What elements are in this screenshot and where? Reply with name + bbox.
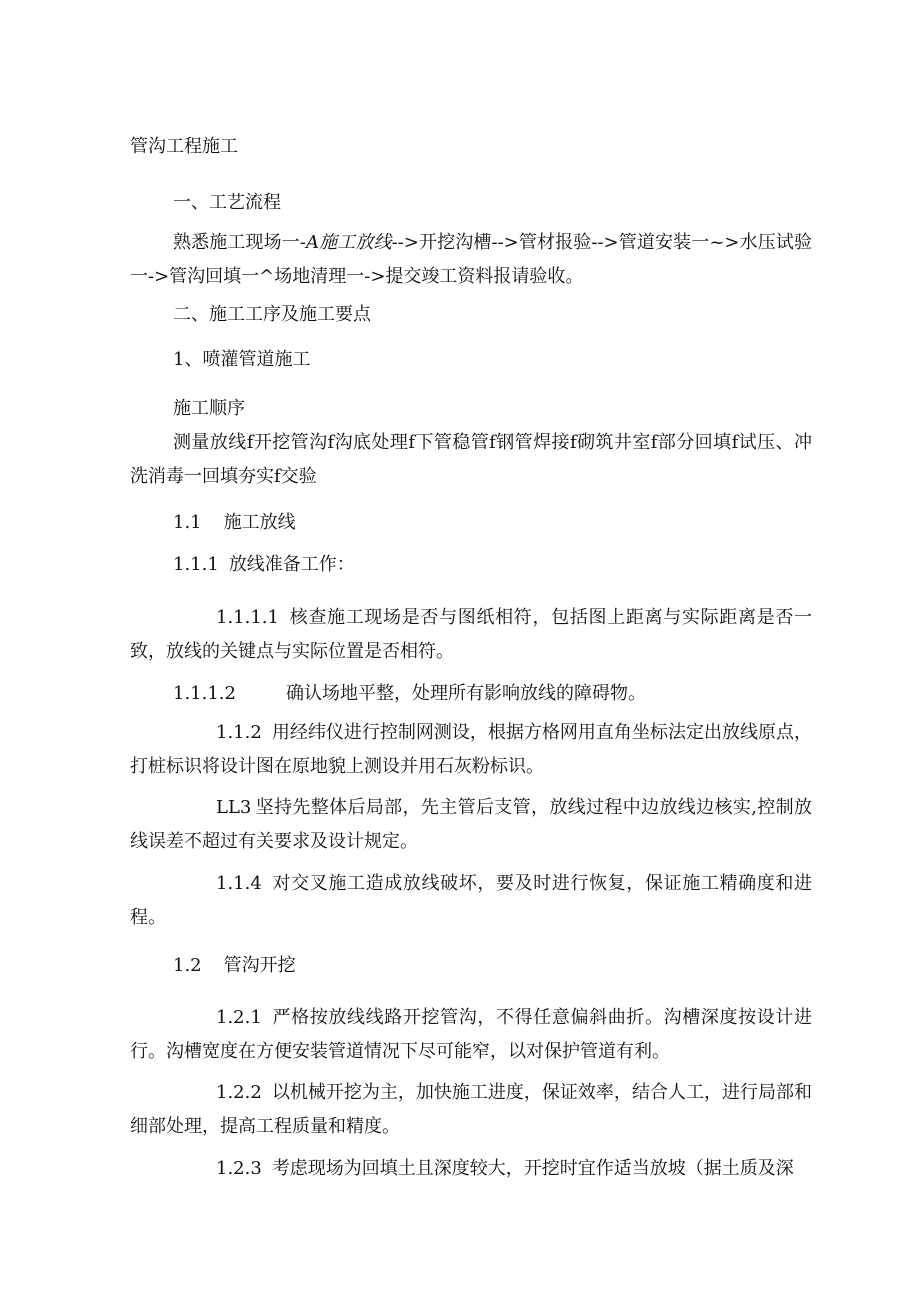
paragraph-1-1-3-number: LL3 (216, 797, 252, 818)
section1-heading: 一、工艺流程 (173, 192, 281, 213)
order-paragraph: 测量放线f开挖管沟f沟底处理f下管稳管f钢管焊接f砌筑井室f部分回填f试压、冲洗消毒一回填夯实f交验 (130, 432, 812, 487)
document-title: 管沟工程施工 (130, 136, 238, 157)
paragraph-1-1-4-number: 1.1.4 (216, 873, 262, 894)
paragraph-1-2-2-text: 以机械开挖为主，加快施工进度，保证效率，结合人工，进行局部和细部处理，提高工程质量和精度。 (130, 1082, 812, 1137)
paragraph-1-2-1-text: 严格按放线线路开挖管沟，不得任意偏斜曲折。沟槽深度按设计进行。沟槽宽度在方便安装管道情况下尽可能窄，以对保护管道有利。 (130, 1007, 812, 1062)
paragraph-1-1-4-text: 对交叉施工造成放线破坏，要及时进行恢复，保证施工精确度和进程。 (130, 873, 812, 928)
paragraph-1-1-1-1-text: 核查施工现场是否与图纸相符，包括图上距离与实际距离是否一致，放线的关键点与实际位置是否相符。 (130, 607, 812, 662)
heading-1-1-1-text: 放线准备工作： (228, 554, 355, 575)
paragraph-1-2-3-text: 考虑现场为回填土且深度较大，开挖时宜作适当放坡（据土质及深 (271, 1158, 794, 1179)
paragraph-1-1-1-2-text: 确认场地平整，处理所有影响放线的障碍物。 (285, 683, 646, 704)
paragraph-1-1-2-text: 用经纬仪进行控制网测设，根据方格网用直角坐标法定出放线原点，打桩标识将设计图在原地貌上测设并用石灰粉标识。 (130, 722, 812, 777)
paragraph-1-1-1-2-number: 1.1.1.2 (173, 683, 236, 704)
paragraph-1-1-1-1 (130, 601, 812, 669)
paragraph-1-1-2 (130, 716, 812, 784)
heading-1-2-number: 1.2 (173, 955, 202, 976)
paragraph-1-2-3 (130, 1152, 812, 1186)
order-label: 施工顺序 (173, 398, 245, 419)
paragraph-1-2-1 (130, 1001, 812, 1069)
heading-1-2-text: 管沟开挖 (223, 955, 296, 976)
heading-1-2 (173, 949, 296, 983)
item1-heading: 1、喷灌管道施工 (173, 349, 311, 370)
section1-flow-paragraph (130, 226, 812, 294)
paragraph-1-2-2-number: 1.2.2 (216, 1082, 262, 1103)
section2-heading: 二、施工工序及施工要点 (173, 304, 371, 325)
flow-text-end: -->开挖沟槽-->管材报验-->管道安装一~>水压试验一->管沟回填一^场地清理一->提交竣工资料报请验收。 (130, 232, 812, 287)
paragraph-1-1-1-2 (173, 677, 646, 711)
heading-1-1 (173, 506, 296, 540)
heading-1-1-1 (173, 548, 355, 582)
paragraph-1-1-3-text: 坚持先整体后局部，先主管后支管，放线过程中边放线边核实,控制放线误差不超过有关要求及设计规定。 (130, 797, 812, 852)
paragraph-1-2-1-number: 1.2.1 (216, 1007, 262, 1028)
paragraph-1-1-2-number: 1.1.2 (216, 722, 262, 743)
flow-text-italic: A施工放线 (305, 232, 392, 253)
flow-text-start: 熟悉施工现场一- (173, 232, 306, 253)
paragraph-1-2-3-number: 1.2.3 (216, 1158, 262, 1179)
heading-1-1-number: 1.1 (173, 512, 202, 533)
paragraph-1-2-2 (130, 1076, 812, 1144)
heading-1-1-text: 施工放线 (223, 512, 296, 533)
paragraph-1-1-3 (130, 791, 812, 859)
heading-1-1-1-number: 1.1.1 (173, 554, 219, 575)
paragraph-1-1-1-1-number: 1.1.1.1 (216, 607, 279, 628)
paragraph-1-1-4 (130, 867, 812, 935)
